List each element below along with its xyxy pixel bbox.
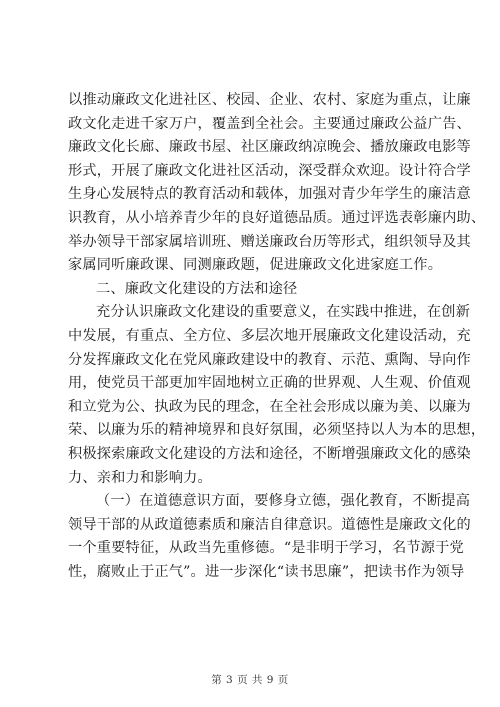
page-footer: 第 3 页 共 9 页: [211, 674, 289, 686]
text-line: 荣、以廉为乐的精神境界和良好氛围，必须坚持以人为本的思想，: [68, 422, 486, 439]
text-line: 性，腐败止于正气”。进一步深化“读书思廉”，把读书作为领导: [68, 563, 465, 580]
text-line: 分发挥廉政文化在党风廉政建设中的教育、示范、熏陶、导向作: [68, 351, 471, 368]
text-line: 举办领导干部家属培训班、赠送廉政台历等形式，组织领导及其: [68, 233, 471, 250]
text-line: 充分认识廉政文化建设的重要意义，在实践中推进，在创新: [96, 304, 471, 321]
text-line: 识教育，从小培养青少年的良好道德品质。通过评选表彰廉内助、: [68, 209, 486, 226]
text-line: 领导干部的从政道德素质和廉洁自律意识。道德性是廉政文化的: [68, 516, 471, 533]
text-line: 形式，开展了廉政文化进社区活动，深受群众欢迎。设计符合学: [68, 162, 471, 179]
text-line: 力、亲和力和影响力。: [68, 469, 212, 486]
text-line: 生身心发展特点的教育活动和载体，加强对青少年学生的廉洁意: [68, 186, 471, 203]
document-body: [68, 89, 486, 584]
text-line: 家属同听廉政课、同测廉政题，促进廉政文化进家庭工作。: [68, 257, 443, 274]
text-line: 积极探索廉政文化建设的方法和途径，不断增强廉政文化的感染: [68, 445, 471, 462]
text-line: 一个重要特征，从政当先重修德。“是非明于学习，名节源于党: [68, 540, 464, 557]
text-line: 中发展，有重点、全方位、多层次地开展廉政文化建设活动，充: [68, 327, 471, 344]
text-line: 用，使党员干部更加牢固地树立正确的世界观、人生观、价值观: [68, 375, 471, 392]
text-line: 政文化走进千家万户，覆盖到全社会。主要通过廉政公益广告、: [68, 115, 471, 132]
text-line: （一）在道德意识方面，要修身立德，强化教育，不断提高: [96, 493, 471, 510]
text-line: 以推动廉政文化进社区、校园、企业、农村、家庭为重点，让廉: [68, 92, 471, 108]
text-line: 廉政文化长廊、廉政书屋、社区廉政纳凉晚会、播放廉政电影等: [68, 139, 471, 156]
text-line: 和立党为公、执政为民的理念，在全社会形成以廉为美、以廉为: [68, 398, 471, 415]
section-heading: 二、廉政文化建设的方法和途径: [96, 280, 298, 297]
